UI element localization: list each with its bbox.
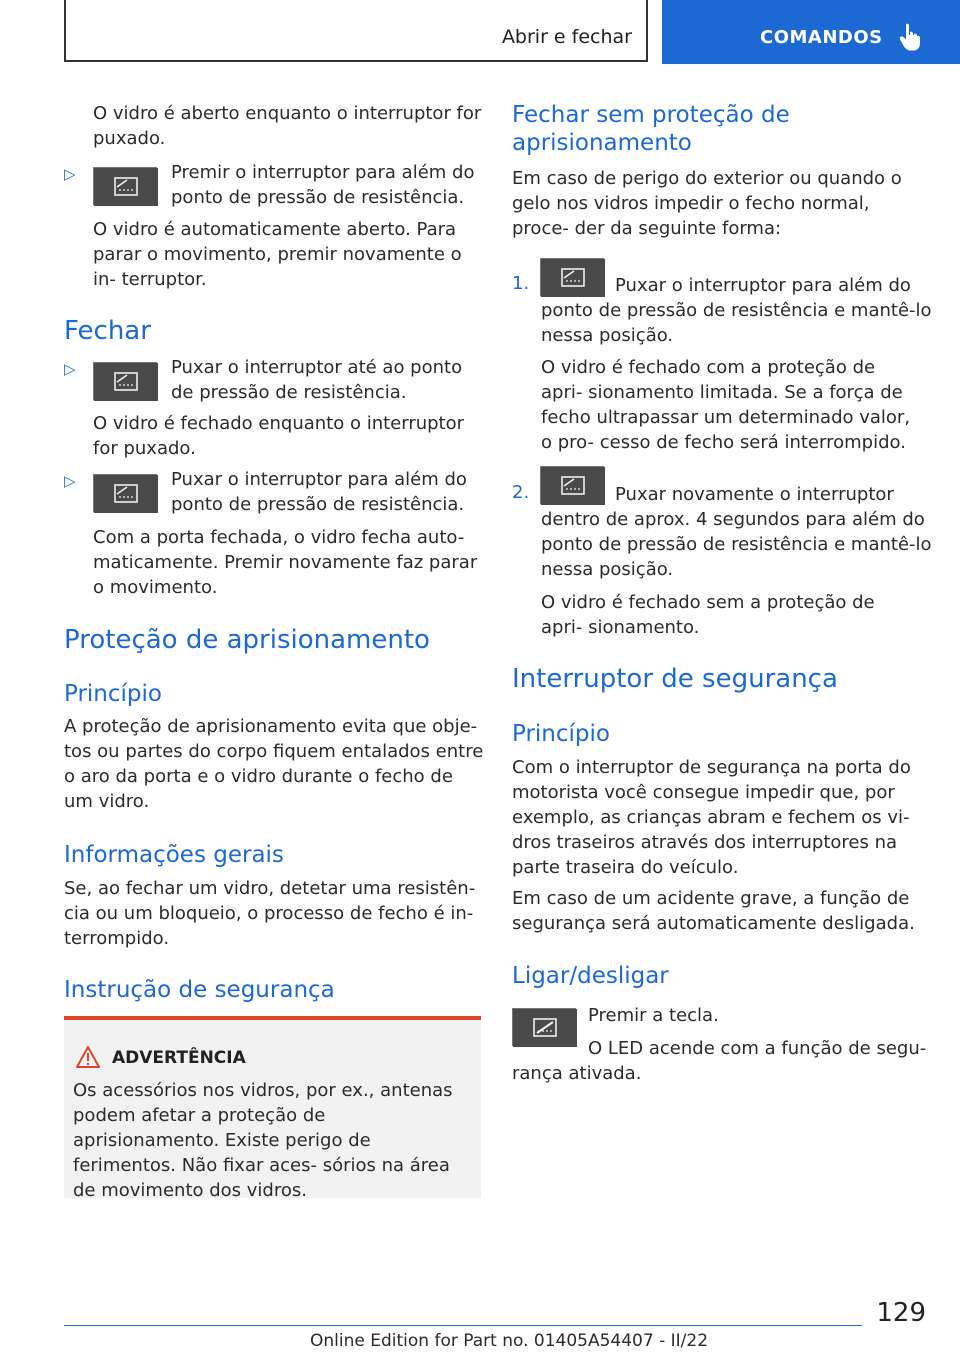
header-section-box <box>64 0 648 62</box>
heading-interruptor: Interruptor de segurança <box>512 664 838 694</box>
step-number-2: 2. <box>512 482 530 503</box>
heading-protecao: Proteção de aprisionamento <box>64 625 430 655</box>
intro-paragraph: O vidro é aberto enquanto o interruptor for puxado. <box>93 103 482 149</box>
pointing-hand-icon <box>898 22 922 52</box>
principio-right-paragraph-1: Com o interruptor de segurança na porta do motorista você consegue impedir que, por exemplo, as crianças abram e fechem os vi- dros traseiros através dos interruptores na parte traseira do veículo. <box>512 757 911 878</box>
window-switch-image <box>93 362 157 400</box>
bullet-3-text: Puxar o interruptor para além do ponto de pressão de resistência. <box>171 469 467 515</box>
header-chapter-box <box>662 0 960 64</box>
heading-principio-right: Princípio <box>512 721 610 747</box>
step-number-1: 1. <box>512 273 530 294</box>
warning-box <box>64 1016 481 1201</box>
footer-divider <box>64 1325 862 1326</box>
ligar-paragraph-1: Premir a tecla. <box>588 1005 719 1026</box>
step-1-result: O vidro é fechado com a proteção de apri- sionamento limitada. Se a força de fecho ultrapassar um determinado valor, o pro- cesso de fecho será interrompido. <box>541 357 911 453</box>
bullet-1-text: Premir o interruptor para além do ponto de pressão de resistência. <box>171 162 475 208</box>
bullet-marker: ▷ <box>64 472 76 490</box>
section-title: Abrir e fechar <box>501 26 632 48</box>
warning-text: Os acessórios nos vidros, por ex., antenas podem afetar a proteção de aprisionamento. Existe perigo de ferimentos. Não fixar aces- sórios na área de movimento dos vidros. <box>73 1080 453 1201</box>
principio-left-paragraph: A proteção de aprisionamento evita que obje- tos ou partes do corpo fiquem entalados entre o aro da porta e o vidro durante o fecho de um vidro. <box>64 716 484 812</box>
heading-fechar-sem: Fechar sem proteção de aprisionamento <box>512 102 790 156</box>
bullet-marker: ▷ <box>64 360 76 378</box>
bullet-1-result: O vidro é automaticamente aberto. Para parar o movimento, premir novamente o in- terruptor. <box>93 219 462 290</box>
bullet-marker: ▷ <box>64 165 76 183</box>
step-2-result: O vidro é fechado sem a proteção de apri- sionamento. <box>541 592 875 638</box>
heading-instrucao: Instrução de segurança <box>64 977 335 1003</box>
page-number: 129 <box>876 1298 926 1328</box>
heading-ligar: Ligar/desligar <box>512 963 669 989</box>
window-switch-image <box>93 167 157 205</box>
informacoes-paragraph: Se, ao fechar um vidro, detetar uma resistên- cia ou um bloqueio, o processo de fecho é in- terrompido. <box>64 878 476 949</box>
warning-triangle-icon <box>76 1046 100 1068</box>
ligar-paragraph-2: O LED acende com a função de segu- rança ativada. <box>512 1038 927 1084</box>
bullet-2-text: Puxar o interruptor até ao ponto de pressão de resistência. <box>171 357 463 403</box>
window-switch-image <box>93 474 157 512</box>
warning-title: ADVERTÊNCIA <box>112 1048 246 1068</box>
bullet-3-result: Com a porta fechada, o vidro fecha auto- maticamente. Premir novamente faz parar o movimento. <box>93 527 478 598</box>
bullet-2-result: O vidro é fechado enquanto o interruptor for puxado. <box>93 413 465 459</box>
step-1-text: Puxar o interruptor para além do ponto de pressão de resistência e mantê-lo nessa posição. <box>541 275 932 346</box>
fechar-sem-paragraph: Em caso de perigo do exterior ou quando o gelo nos vidros impedir o fecho normal, proce- der da seguinte forma: <box>512 168 902 239</box>
heading-principio-left: Princípio <box>64 681 162 707</box>
footer-edition: Online Edition for Part no. 01405A54407 - II/22 <box>310 1331 709 1351</box>
heading-fechar: Fechar <box>64 316 151 346</box>
step-2-text: Puxar novamente o interruptor dentro de aprox. 4 segundos para além do ponto de pressão de resistência e mantê-lo nessa posição. <box>541 484 932 580</box>
chapter-title: COMANDOS <box>760 27 883 48</box>
heading-informacoes: Informações gerais <box>64 842 284 868</box>
principio-right-paragraph-2: Em caso de um acidente grave, a função de segurança será automaticamente desligada. <box>512 888 915 934</box>
